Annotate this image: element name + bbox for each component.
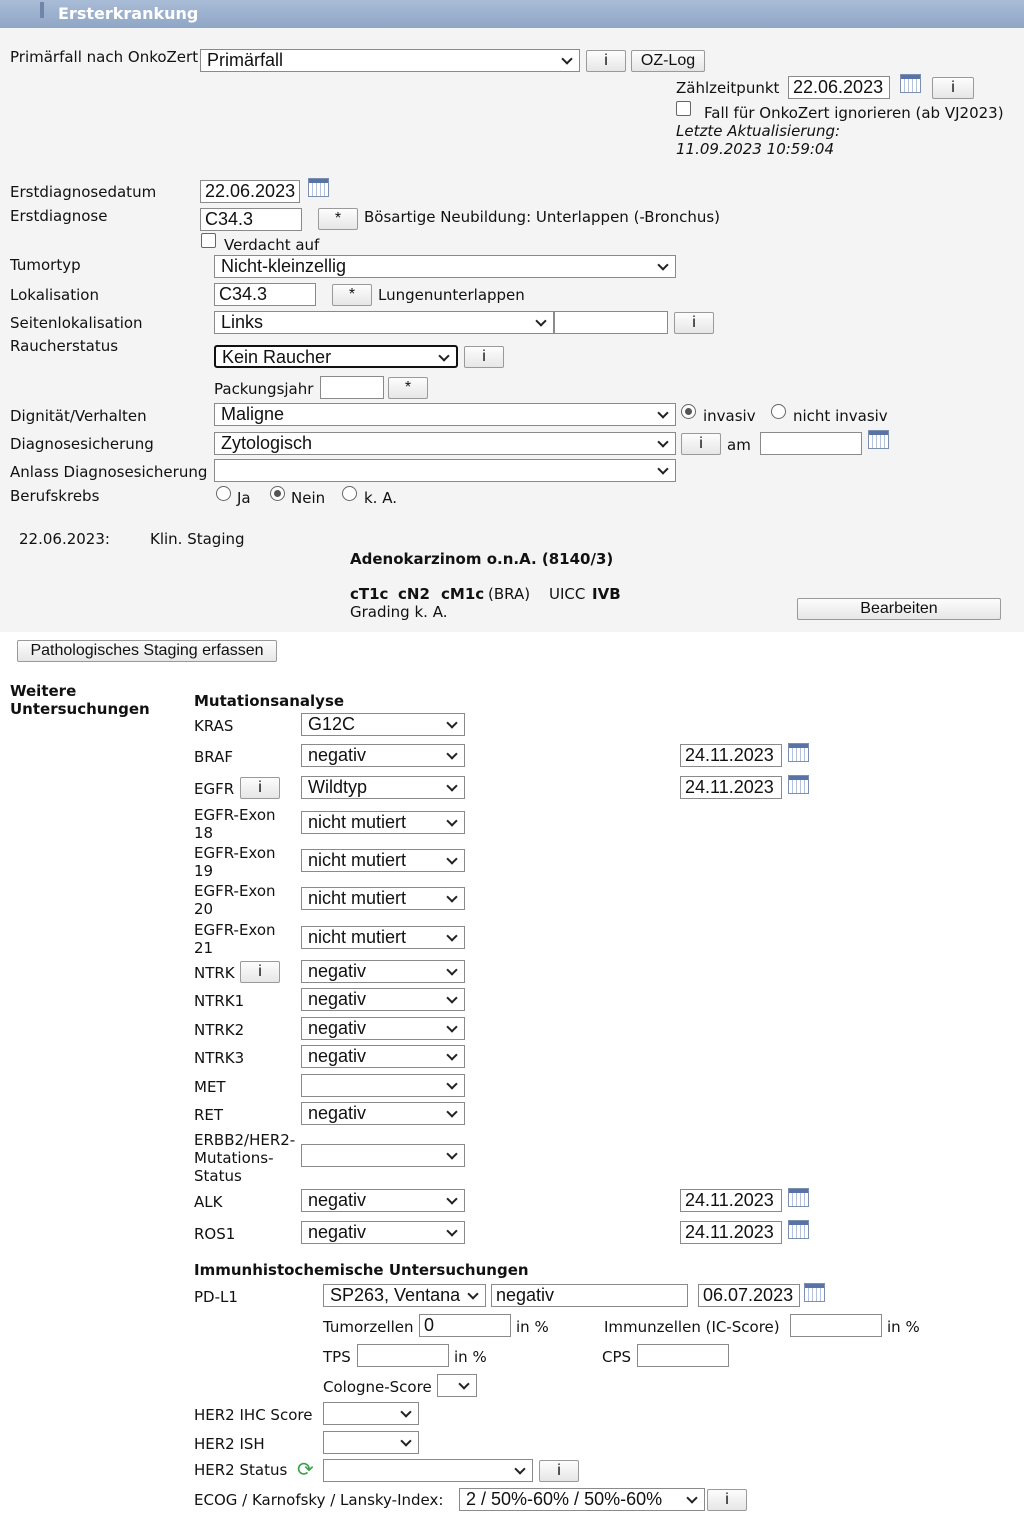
chevron-down-icon [446, 1078, 457, 1089]
primaerfall-info-button[interactable]: i [586, 50, 626, 72]
chevron-down-icon [438, 350, 449, 361]
kras-label: KRAS [194, 717, 234, 735]
immunzellen-label: Immunzellen (IC-Score) [604, 1318, 780, 1336]
her2-ihc-label: HER2 IHC Score [194, 1406, 313, 1424]
chevron-down-icon [446, 717, 457, 728]
her2-ihc-select[interactable] [323, 1402, 419, 1425]
aktualisierung-value: 11.09.2023 10:59:04 [676, 140, 835, 158]
drag-grip-icon [40, 2, 44, 18]
staging-date: 22.06.2023: [19, 530, 110, 548]
erstdiagnose-input[interactable]: C34.3 [200, 208, 302, 231]
egfr-exon21-label: EGFR-Exon [194, 921, 276, 939]
ignore-checkbox[interactable] [676, 101, 691, 116]
lokalisation-text: Lungenunterlappen [378, 286, 525, 304]
tumortyp-label: Tumortyp [10, 256, 81, 274]
her2-status-info-button[interactable]: i [539, 1460, 579, 1482]
egfr-exon18-select[interactable]: nicht mutiert [301, 811, 465, 834]
calendar-icon[interactable] [308, 178, 329, 197]
ignore-label: Fall für OnkoZert ignorieren (ab VJ2023) [704, 104, 1004, 122]
pdl1-label: PD-L1 [194, 1288, 238, 1306]
zaehlzeitpunkt-label: Zählzeitpunkt [676, 79, 780, 97]
chevron-down-icon [514, 1463, 525, 1474]
anlass-label: Anlass Diagnosesicherung [10, 463, 208, 481]
verdacht-checkbox[interactable] [201, 233, 216, 248]
staging-n: cN2 [398, 585, 430, 603]
egfr-date-input[interactable]: 24.11.2023 [680, 776, 782, 799]
zaehlzeitpunkt-info-button[interactable]: i [932, 77, 974, 99]
egfr-exon19-select[interactable]: nicht mutiert [301, 849, 465, 872]
calendar-icon[interactable] [900, 74, 921, 93]
chevron-down-icon [446, 1225, 457, 1236]
immunzellen-unit: in % [887, 1318, 920, 1336]
ecog-select[interactable]: 2 / 50%-60% / 50%-60% [459, 1488, 705, 1511]
pdl1-result-input[interactable]: negativ [491, 1284, 688, 1307]
seitenlokalisation-select[interactable]: Links [214, 311, 554, 334]
erstdiagnose-text: Bösartige Neubildung: Unterlappen (-Bronchus) [364, 208, 721, 226]
chevron-down-icon [446, 930, 457, 941]
bearbeiten-button[interactable]: Bearbeiten [797, 598, 1001, 620]
staging-histology: Adenokarzinom o.n.A. (8140/3) [350, 550, 614, 568]
packungsjahr-label: Packungsjahr [214, 380, 314, 398]
staging-uicc-label: UICC [549, 585, 586, 603]
egfr-exon19-label: EGFR-Exon [194, 844, 276, 862]
seitenlokalisation-label: Seitenlokalisation [10, 314, 143, 332]
calendar-icon[interactable] [788, 1188, 809, 1207]
chevron-down-icon [446, 992, 457, 1003]
staging-t: cT1c [350, 585, 389, 603]
chevron-down-icon [446, 1021, 457, 1032]
berufskrebs-nein-radio[interactable] [270, 486, 285, 501]
chevron-down-icon [446, 1193, 457, 1204]
staging-bra: (BRA) [488, 585, 531, 603]
erbb2-label-line2: Mutations- [194, 1149, 274, 1167]
ecog-info-button[interactable]: i [707, 1489, 747, 1511]
kras-select[interactable]: G12C [301, 713, 465, 736]
pathologisches-staging-button[interactable]: Pathologisches Staging erfassen [17, 640, 277, 662]
chevron-down-icon [446, 780, 457, 791]
dignitaet-label: Dignität/Verhalten [10, 407, 147, 425]
ihc-heading: Immunhistochemische Untersuchungen [194, 1261, 529, 1279]
ntrk3-select[interactable]: negativ [301, 1045, 465, 1068]
chevron-down-icon [446, 1148, 457, 1159]
ecog-label: ECOG / Karnofsky / Lansky-Index: [194, 1491, 444, 1509]
packungsjahr-star-button[interactable]: * [388, 377, 428, 399]
weitere-untersuchungen-panel [0, 632, 1024, 1518]
alk-date-input[interactable]: 24.11.2023 [680, 1189, 782, 1212]
alk-label: ALK [194, 1193, 223, 1211]
weitere-heading-line1: Weitere [10, 682, 77, 700]
am-label: am [727, 436, 751, 454]
lokalisation-star-button[interactable]: * [332, 284, 372, 306]
ntrk3-label: NTRK3 [194, 1049, 245, 1067]
tps-label: TPS [323, 1348, 351, 1366]
braf-select[interactable]: negativ [301, 744, 465, 767]
diagnosesicherung-date-input[interactable] [760, 432, 862, 455]
aktualisierung-label: Letzte Aktualisierung: [676, 122, 841, 140]
calendar-icon[interactable] [788, 775, 809, 794]
zaehlzeitpunkt-input[interactable]: 22.06.2023 [788, 76, 890, 99]
met-label: MET [194, 1078, 226, 1096]
egfr-exon20-label: EGFR-Exon [194, 882, 276, 900]
egfr-info-button[interactable]: i [240, 777, 280, 799]
dignitaet-select[interactable]: Maligne [214, 403, 676, 426]
erstdiagnosedatum-label: Erstdiagnosedatum [10, 183, 157, 201]
egfr-select[interactable]: Wildtyp [301, 776, 465, 799]
ros1-label: ROS1 [194, 1225, 236, 1243]
braf-date-input[interactable]: 24.11.2023 [680, 744, 782, 767]
egfr-exon18-number: 18 [194, 824, 214, 842]
staging-grading: Grading k. A. [350, 603, 448, 621]
erstdiagnose-star-button[interactable]: * [318, 208, 358, 230]
primaerfall-label: Primärfall nach OnkoZert [10, 48, 199, 66]
chevron-down-icon [467, 1288, 478, 1299]
tumorzellen-unit: in % [516, 1318, 549, 1336]
mutationsanalyse-heading: Mutationsanalyse [194, 692, 345, 710]
cps-input[interactable] [637, 1344, 729, 1367]
ret-select[interactable]: negativ [301, 1102, 465, 1125]
her2-ish-label: HER2 ISH [194, 1435, 265, 1453]
ntrk2-label: NTRK2 [194, 1021, 245, 1039]
verdacht-label: Verdacht auf [224, 236, 320, 254]
raucherstatus-select[interactable]: Kein Raucher [214, 345, 458, 368]
lokalisation-input[interactable]: C34.3 [214, 283, 316, 306]
tumortyp-select[interactable]: Nicht-kleinzellig [214, 255, 676, 278]
her2-ish-select[interactable] [323, 1431, 419, 1454]
egfr-label: EGFR [194, 780, 235, 798]
ros1-date-input[interactable]: 24.11.2023 [680, 1221, 782, 1244]
berufskrebs-ja-radio[interactable] [216, 486, 231, 501]
her2-status-select[interactable] [323, 1459, 533, 1482]
erbb2-label-line3: Status [194, 1167, 242, 1185]
tps-input[interactable] [357, 1344, 449, 1367]
chevron-down-icon [446, 891, 457, 902]
chevron-down-icon [446, 964, 457, 975]
calendar-icon[interactable] [788, 743, 809, 762]
raucherstatus-label: Raucherstatus [10, 337, 119, 355]
packungsjahr-input[interactable] [320, 376, 384, 399]
erbb2-label-line1: ERBB2/HER2- [194, 1131, 296, 1149]
diagnosesicherung-label: Diagnosesicherung [10, 435, 154, 453]
erbb2-select[interactable] [301, 1144, 465, 1167]
diagnosesicherung-select[interactable]: Zytologisch [214, 432, 676, 455]
chevron-down-icon [535, 315, 546, 326]
refresh-icon[interactable]: ⟳ [297, 1457, 314, 1481]
alk-select[interactable]: negativ [301, 1189, 465, 1212]
berufskrebs-ja-label: Ja [237, 489, 251, 507]
egfr-exon21-number: 21 [194, 939, 214, 957]
cologne-select[interactable] [437, 1374, 477, 1397]
section-header[interactable] [0, 0, 1024, 28]
tumorzellen-input[interactable]: 0 [419, 1314, 511, 1337]
anlass-select[interactable] [214, 459, 676, 482]
berufskrebs-ka-label: k. A. [364, 489, 397, 507]
chevron-down-icon [657, 259, 668, 270]
chevron-down-icon [657, 436, 668, 447]
egfr-exon19-number: 19 [194, 862, 214, 880]
calendar-icon[interactable] [788, 1220, 809, 1239]
egfr-exon20-select[interactable]: nicht mutiert [301, 887, 465, 910]
chevron-down-icon [657, 463, 668, 474]
diagnosesicherung-info-button[interactable]: i [681, 433, 721, 455]
tps-unit: in % [454, 1348, 487, 1366]
her2-status-label: HER2 Status [194, 1461, 288, 1479]
calendar-icon[interactable] [868, 430, 889, 449]
chevron-down-icon [446, 1106, 457, 1117]
berufskrebs-label: Berufskrebs [10, 487, 100, 505]
ntrk-label: NTRK [194, 964, 235, 982]
met-select[interactable] [301, 1074, 465, 1097]
lokalisation-label: Lokalisation [10, 286, 99, 304]
ntrk1-label: NTRK1 [194, 992, 245, 1010]
egfr-exon21-select[interactable]: nicht mutiert [301, 926, 465, 949]
tumorzellen-label: Tumorzellen [323, 1318, 414, 1336]
cps-label: CPS [602, 1348, 632, 1366]
weitere-heading-line2: Untersuchungen [10, 700, 150, 718]
chevron-down-icon [400, 1406, 411, 1417]
braf-label: BRAF [194, 748, 233, 766]
oz-log-button[interactable]: OZ-Log [631, 50, 705, 72]
ntrk-info-button[interactable]: i [240, 961, 280, 983]
pdl1-date-input[interactable]: 06.07.2023 [698, 1284, 800, 1307]
ntrk2-select[interactable]: negativ [301, 1017, 465, 1040]
chevron-down-icon [686, 1492, 697, 1503]
staging-m: cM1c [441, 585, 485, 603]
egfr-exon20-number: 20 [194, 900, 214, 918]
calendar-icon[interactable] [804, 1283, 825, 1302]
chevron-down-icon [400, 1435, 411, 1446]
raucherstatus-info-button[interactable]: i [464, 346, 504, 368]
immunzellen-input[interactable] [790, 1314, 882, 1337]
section-title: Ersterkrankung [58, 4, 199, 23]
chevron-down-icon [446, 815, 457, 826]
chevron-down-icon [446, 853, 457, 864]
seitenlokalisation-extra-input[interactable] [554, 311, 668, 334]
staging-uicc-value: IVB [592, 585, 621, 603]
cologne-label: Cologne-Score [323, 1378, 432, 1396]
pdl1-assay-select[interactable]: SP263, Ventana [323, 1284, 486, 1307]
erstdiagnosedatum-input[interactable]: 22.06.2023 [200, 180, 300, 203]
berufskrebs-nein-label: Nein [291, 489, 326, 507]
chevron-down-icon [458, 1378, 469, 1389]
ntrk1-select[interactable]: negativ [301, 988, 465, 1011]
invasiv-radio[interactable] [681, 404, 696, 419]
invasiv-label: invasiv [703, 407, 756, 425]
primaerfall-select[interactable]: Primärfall [200, 49, 580, 72]
egfr-exon18-label: EGFR-Exon [194, 806, 276, 824]
ros1-select[interactable]: negativ [301, 1221, 465, 1244]
erstdiagnose-label: Erstdiagnose [10, 207, 108, 225]
chevron-down-icon [446, 1049, 457, 1060]
chevron-down-icon [561, 53, 572, 64]
berufskrebs-ka-radio[interactable] [342, 486, 357, 501]
ret-label: RET [194, 1106, 224, 1124]
staging-type: Klin. Staging [150, 530, 245, 548]
nicht-invasiv-label: nicht invasiv [793, 407, 888, 425]
chevron-down-icon [657, 407, 668, 418]
nicht-invasiv-radio[interactable] [771, 404, 786, 419]
seitenlokalisation-info-button[interactable]: i [674, 312, 714, 334]
ntrk-select[interactable]: negativ [301, 960, 465, 983]
chevron-down-icon [446, 748, 457, 759]
